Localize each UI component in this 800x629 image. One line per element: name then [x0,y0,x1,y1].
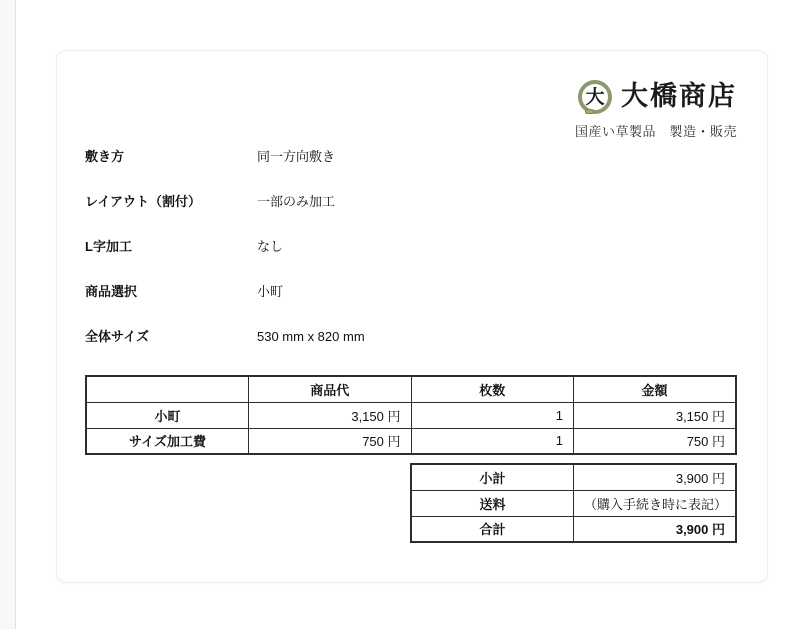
detail-value: 530 mm x 820 mm [257,329,365,344]
detail-row-layout-direction [85,150,737,195]
order-summary-card [56,50,768,583]
page-left-gutter [0,0,16,629]
items-table [85,375,737,455]
detail-row-overall-size [85,330,737,375]
detail-row-layout-allocation [85,195,737,240]
brand-logo-row [575,80,737,114]
table-row [86,428,736,454]
subtotal-label: 小計 [411,464,574,490]
summary-row-total [411,516,736,542]
order-details-list [85,150,737,375]
total-value: 3,900 円 [574,516,737,542]
brand-name: 大橋商店 [621,81,737,112]
total-label: 合計 [411,516,574,542]
items-header-amount: 金額 [574,376,737,402]
summary-row-shipping [411,490,736,516]
detail-label: 商品選択 [85,284,138,299]
detail-value: 小町 [257,284,284,299]
brand-circle-icon [578,80,612,114]
subtotal-value: 3,900 円 [574,464,737,490]
shipping-value: （購入手続き時に表記） [574,490,737,516]
item-quantity: 1 [411,428,574,454]
summary-row-subtotal [411,464,736,490]
brand-logo [575,80,737,140]
items-header-quantity: 枚数 [411,376,574,402]
table-row [86,402,736,428]
item-name: サイズ加工費 [86,428,249,454]
detail-value: 同一方向敷き [257,149,336,164]
brand-icon-character: 大 [585,86,605,108]
detail-row-l-cut [85,240,737,285]
brand-tagline: 国産い草製品 製造・販売 [574,124,737,139]
items-header-item [86,376,249,402]
items-table-header-row [86,376,736,402]
item-unit-price: 750 円 [249,428,412,454]
item-amount: 750 円 [574,428,737,454]
detail-label: レイアウト（割付） [85,194,201,209]
detail-row-product-selection [85,285,737,330]
detail-label: 全体サイズ [85,329,149,344]
detail-value: なし [257,239,284,254]
detail-label: 敷き方 [85,149,125,164]
shipping-label: 送料 [411,490,574,516]
item-name: 小町 [86,402,249,428]
item-quantity: 1 [411,402,574,428]
brand-knot-decoration [585,109,594,114]
items-header-unit-price: 商品代 [249,376,412,402]
detail-value: 一部のみ加工 [257,194,336,209]
item-amount: 3,150 円 [574,402,737,428]
detail-label: L字加工 [85,239,132,254]
summary-table [410,463,737,543]
item-unit-price: 3,150 円 [249,402,412,428]
